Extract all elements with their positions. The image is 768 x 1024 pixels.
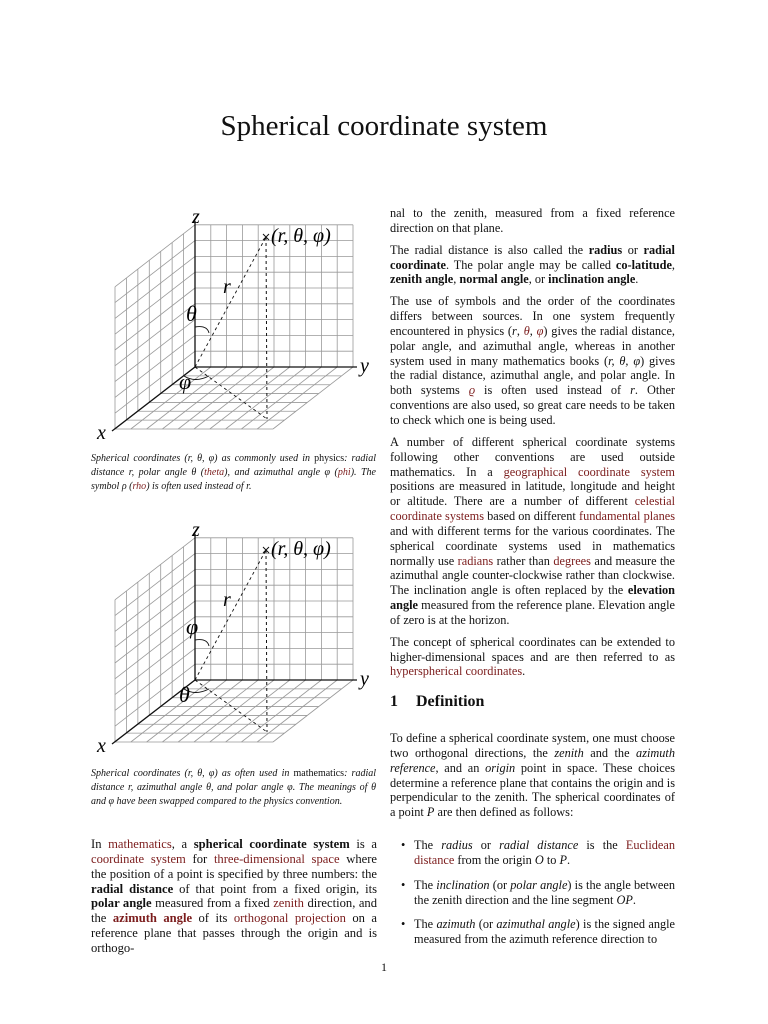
section-number: 1 [390,693,398,710]
grid-line [115,538,195,600]
projection-line [266,237,267,419]
grid-line [210,680,290,742]
grid-line [257,367,337,429]
text-run: and the [583,745,637,760]
grid-line [115,241,195,303]
text-run: to [543,852,560,867]
text-run: ) is often used instead of r. [146,481,252,493]
wiki-link[interactable]: zenith [273,896,304,911]
text-run: polar angle [510,877,568,892]
wiki-link[interactable]: mathematics [108,837,172,851]
text-run: ) gives the radial distance, azimuthal angle, and polar angle. In both systems [390,353,675,398]
text-run: . [522,664,526,679]
text-run: is often used instead of [475,383,631,398]
section-heading [390,693,484,711]
grid-line [162,367,242,429]
text-run: zenith angle [390,272,454,287]
paragraph [390,243,675,288]
grid-line [241,680,321,742]
figure-caption [91,452,376,495]
text-run: of its [192,911,234,926]
point-label: (r, θ, φ) [271,225,331,247]
wiki-link[interactable]: degrees [553,553,591,568]
text-run: : radial distance r, azimuthal angle θ, and polar angle φ. The meanings of θ and φ have been swapped compared to the physics convention. [91,768,377,808]
list-item [390,838,675,868]
grid-line [115,617,195,679]
upper-angle-label: θ [186,301,197,326]
text-run: The [414,877,437,892]
page-title: Spherical coordinate system [220,110,548,142]
text-run: , [453,272,460,287]
text-run: A number of different spherical coordinate systems following other conventions are used outside mathematics. In a [390,434,675,479]
wiki-link[interactable]: three-dimensional space [213,851,340,866]
text-run: azimuthal angle [496,917,576,932]
left-column-text [91,837,377,963]
projection-line [266,550,267,732]
wiki-link[interactable]: fundamental planes [578,509,675,524]
text-run: r [512,323,517,338]
text-run: The concept of spherical coordinates can be extended to higher-dimensional spaces and are then referred to as [390,634,675,664]
text-run: The radial distance is also called the [390,242,589,257]
text-run: measured from a fixed [151,896,274,911]
wiki-link[interactable]: phi [337,467,351,479]
wiki-link[interactable]: θ [523,323,530,338]
text-run: or [472,838,500,853]
radius-label: r [223,276,231,298]
grid-line [226,367,306,429]
definition-text [390,731,675,957]
upper-angle-label: φ [186,614,199,639]
text-run: radius [441,838,473,853]
text-run: positions are measured in latitude, longitude and height or altitude. There are a number of different [390,479,675,509]
text-run: on a reference plane that passes through the origin and is orthogo- [91,911,377,955]
wiki-link[interactable]: ϱ [468,383,476,398]
wiki-link[interactable]: celestial coordinate systems [390,494,675,524]
grid-line [241,367,321,429]
grid-line [115,304,195,366]
text-run: based on different [483,509,579,524]
text-run: inclination angle [548,272,636,287]
figure-math-convention [88,508,380,768]
text-run: ) is the signed angle measured from the azimuth reference direction to [414,917,675,947]
text-run: normal angle [459,272,529,287]
text-run: To define a spherical coordinate system, one must choose two orthogonal directions, the [390,731,675,760]
grid-line [257,680,337,742]
text-run: physics [314,453,345,464]
text-run: ). The symbol ρ ( [91,467,376,493]
right-column-text [390,206,675,686]
text-run: r, θ, φ [608,353,641,368]
grid-line [273,367,353,429]
point-label: (r, θ, φ) [271,538,331,560]
grid-line [273,680,353,742]
lower-angle-label: φ [179,369,192,394]
text-run: (or [475,917,497,932]
paragraph [91,837,377,956]
text-run: ) is the angle between the zenith direction and the line segment [414,877,675,907]
coordinate-diagram [88,195,380,455]
list-item [390,878,675,908]
text-run: r [630,383,635,398]
grid-line [115,569,195,631]
grid-line [115,585,195,647]
text-run: . [632,892,636,907]
text-run: P [559,852,568,867]
text-run: , or [528,272,549,287]
text-run: is a [349,837,377,851]
wiki-link[interactable]: φ [536,323,544,338]
text-run: spherical coordinate system [193,837,350,851]
text-run: radial distance [91,881,174,896]
wiki-link[interactable]: theta [204,467,225,479]
text-run: are then defined as follows: [434,805,574,820]
grid-line [115,601,195,663]
z-axis-label: z [192,518,200,541]
coordinate-diagram [88,508,380,768]
text-run: , [671,257,675,272]
paragraph [390,435,675,628]
text-run: point in space. These choices determine a reference plane that contains the origin and is perpendicular to the zenith. The spherical coordinates of a point [390,760,675,820]
list-item [390,917,675,947]
wiki-link[interactable]: hyperspherical coordinates [390,664,523,679]
y-axis-label: y [360,668,369,690]
text-run: . [635,272,639,287]
y-axis-label: y [360,355,369,377]
wiki-link[interactable]: rho [132,481,147,493]
grid-line [226,680,306,742]
text-run: zenith [554,745,584,760]
grid-line [194,680,274,742]
wiki-link[interactable]: radians [457,553,494,568]
wiki-link[interactable]: azimuth angle [112,911,193,926]
grid-line [194,367,274,429]
text-run: mathematics [293,768,345,779]
text-run: . The polar angle may be called [446,257,616,272]
text-run: radius [588,242,623,257]
text-run: and with different terms for the various coordinates. The spherical coordinate systems used in mathematics normally use [390,523,675,568]
wiki-link[interactable]: geographical coordinate system [503,464,675,479]
text-run: polar angle [91,896,152,911]
text-run: Spherical coordinates (r, θ, φ) as often used in [91,768,294,779]
text-run: inclination [436,877,490,892]
paragraph [390,731,675,820]
text-run: P [426,805,435,820]
text-run: elevation angle [390,583,675,613]
text-run: O [534,852,544,867]
text-run: of that point from a fixed origin, its [173,881,377,896]
grid-line [115,272,195,334]
text-run: azimuth reference [390,745,675,775]
text-run: (or [489,877,511,892]
text-run: where the position of a point is specified by three numbers: the [91,851,377,881]
text-run: radial distance [499,838,579,853]
text-run: for [185,851,214,866]
text-run: nal to the zenith, measured from a fixed reference direction on that plane. [390,206,675,235]
page-number: 1 [381,960,387,974]
paragraph [390,294,675,428]
text-run: ), and azimuthal angle φ ( [224,467,338,479]
x-axis-label: x [97,735,106,757]
text-run: , and an [435,760,486,775]
radius-label: r [223,589,231,611]
text-run: and measure the azimuthal angle counter-clockwise rather than clockwise. The inclination angle is often replaced by the [390,553,675,598]
text-run: , [529,323,537,338]
paragraph [390,206,675,236]
upper-angle-arc [195,327,209,333]
paragraph [390,635,675,680]
grid-line [115,225,195,287]
text-run: or [622,242,644,257]
lower-angle-label: θ [179,682,190,707]
text-run: is the [578,838,626,853]
section-title: Definition [416,693,485,710]
wiki-link[interactable]: coordinate system [91,851,186,866]
text-run: The [414,838,442,853]
text-run: radial coordinate [390,242,675,272]
z-axis-label: z [192,205,200,228]
figure-caption [91,767,376,810]
text-run: from the origin [454,852,535,867]
text-run: In [91,837,109,851]
text-run: The [414,917,437,932]
text-run: . Other conventions are also used, so great care needs to be taken to check which one is being used. [390,383,675,427]
text-run: origin [485,760,516,775]
upper-angle-arc [195,640,209,646]
text-run: Spherical coordinates (r, θ, φ) as commonly used in [91,453,315,464]
grid-line [162,680,242,742]
text-run: direction, and the [91,896,378,926]
text-run: The use of symbols and the order of the coordinates differs between sources. In one system frequently encountered in physics ( [390,294,675,338]
text-run: azimuth [436,917,476,932]
text-run: co-latitude [615,257,672,272]
grid-line [115,256,195,318]
text-run: OP [616,892,633,907]
text-run: , a [171,837,194,851]
grid-line [178,680,258,742]
grid-line [115,554,195,616]
grid-line [115,288,195,350]
x-axis-label: x [97,422,106,444]
text-run: : radial distance r, polar angle θ ( [91,453,376,479]
wiki-link[interactable]: orthogonal projection [233,911,346,926]
text-run: measured from the reference plane. Elevation angle of zero is at the horizon. [390,598,675,627]
text-run: . [567,852,571,867]
wiki-link[interactable]: Euclidean distance [414,838,675,867]
definition-list [390,838,675,947]
figure-physics-convention [88,195,380,455]
text-run: , [516,323,524,338]
grid-line [210,367,290,429]
text-run: rather than [493,553,554,568]
text-run: ) gives the radial distance, polar angle, and azimuthal angle, whereas in another system used in many mathematics books ( [390,323,676,368]
